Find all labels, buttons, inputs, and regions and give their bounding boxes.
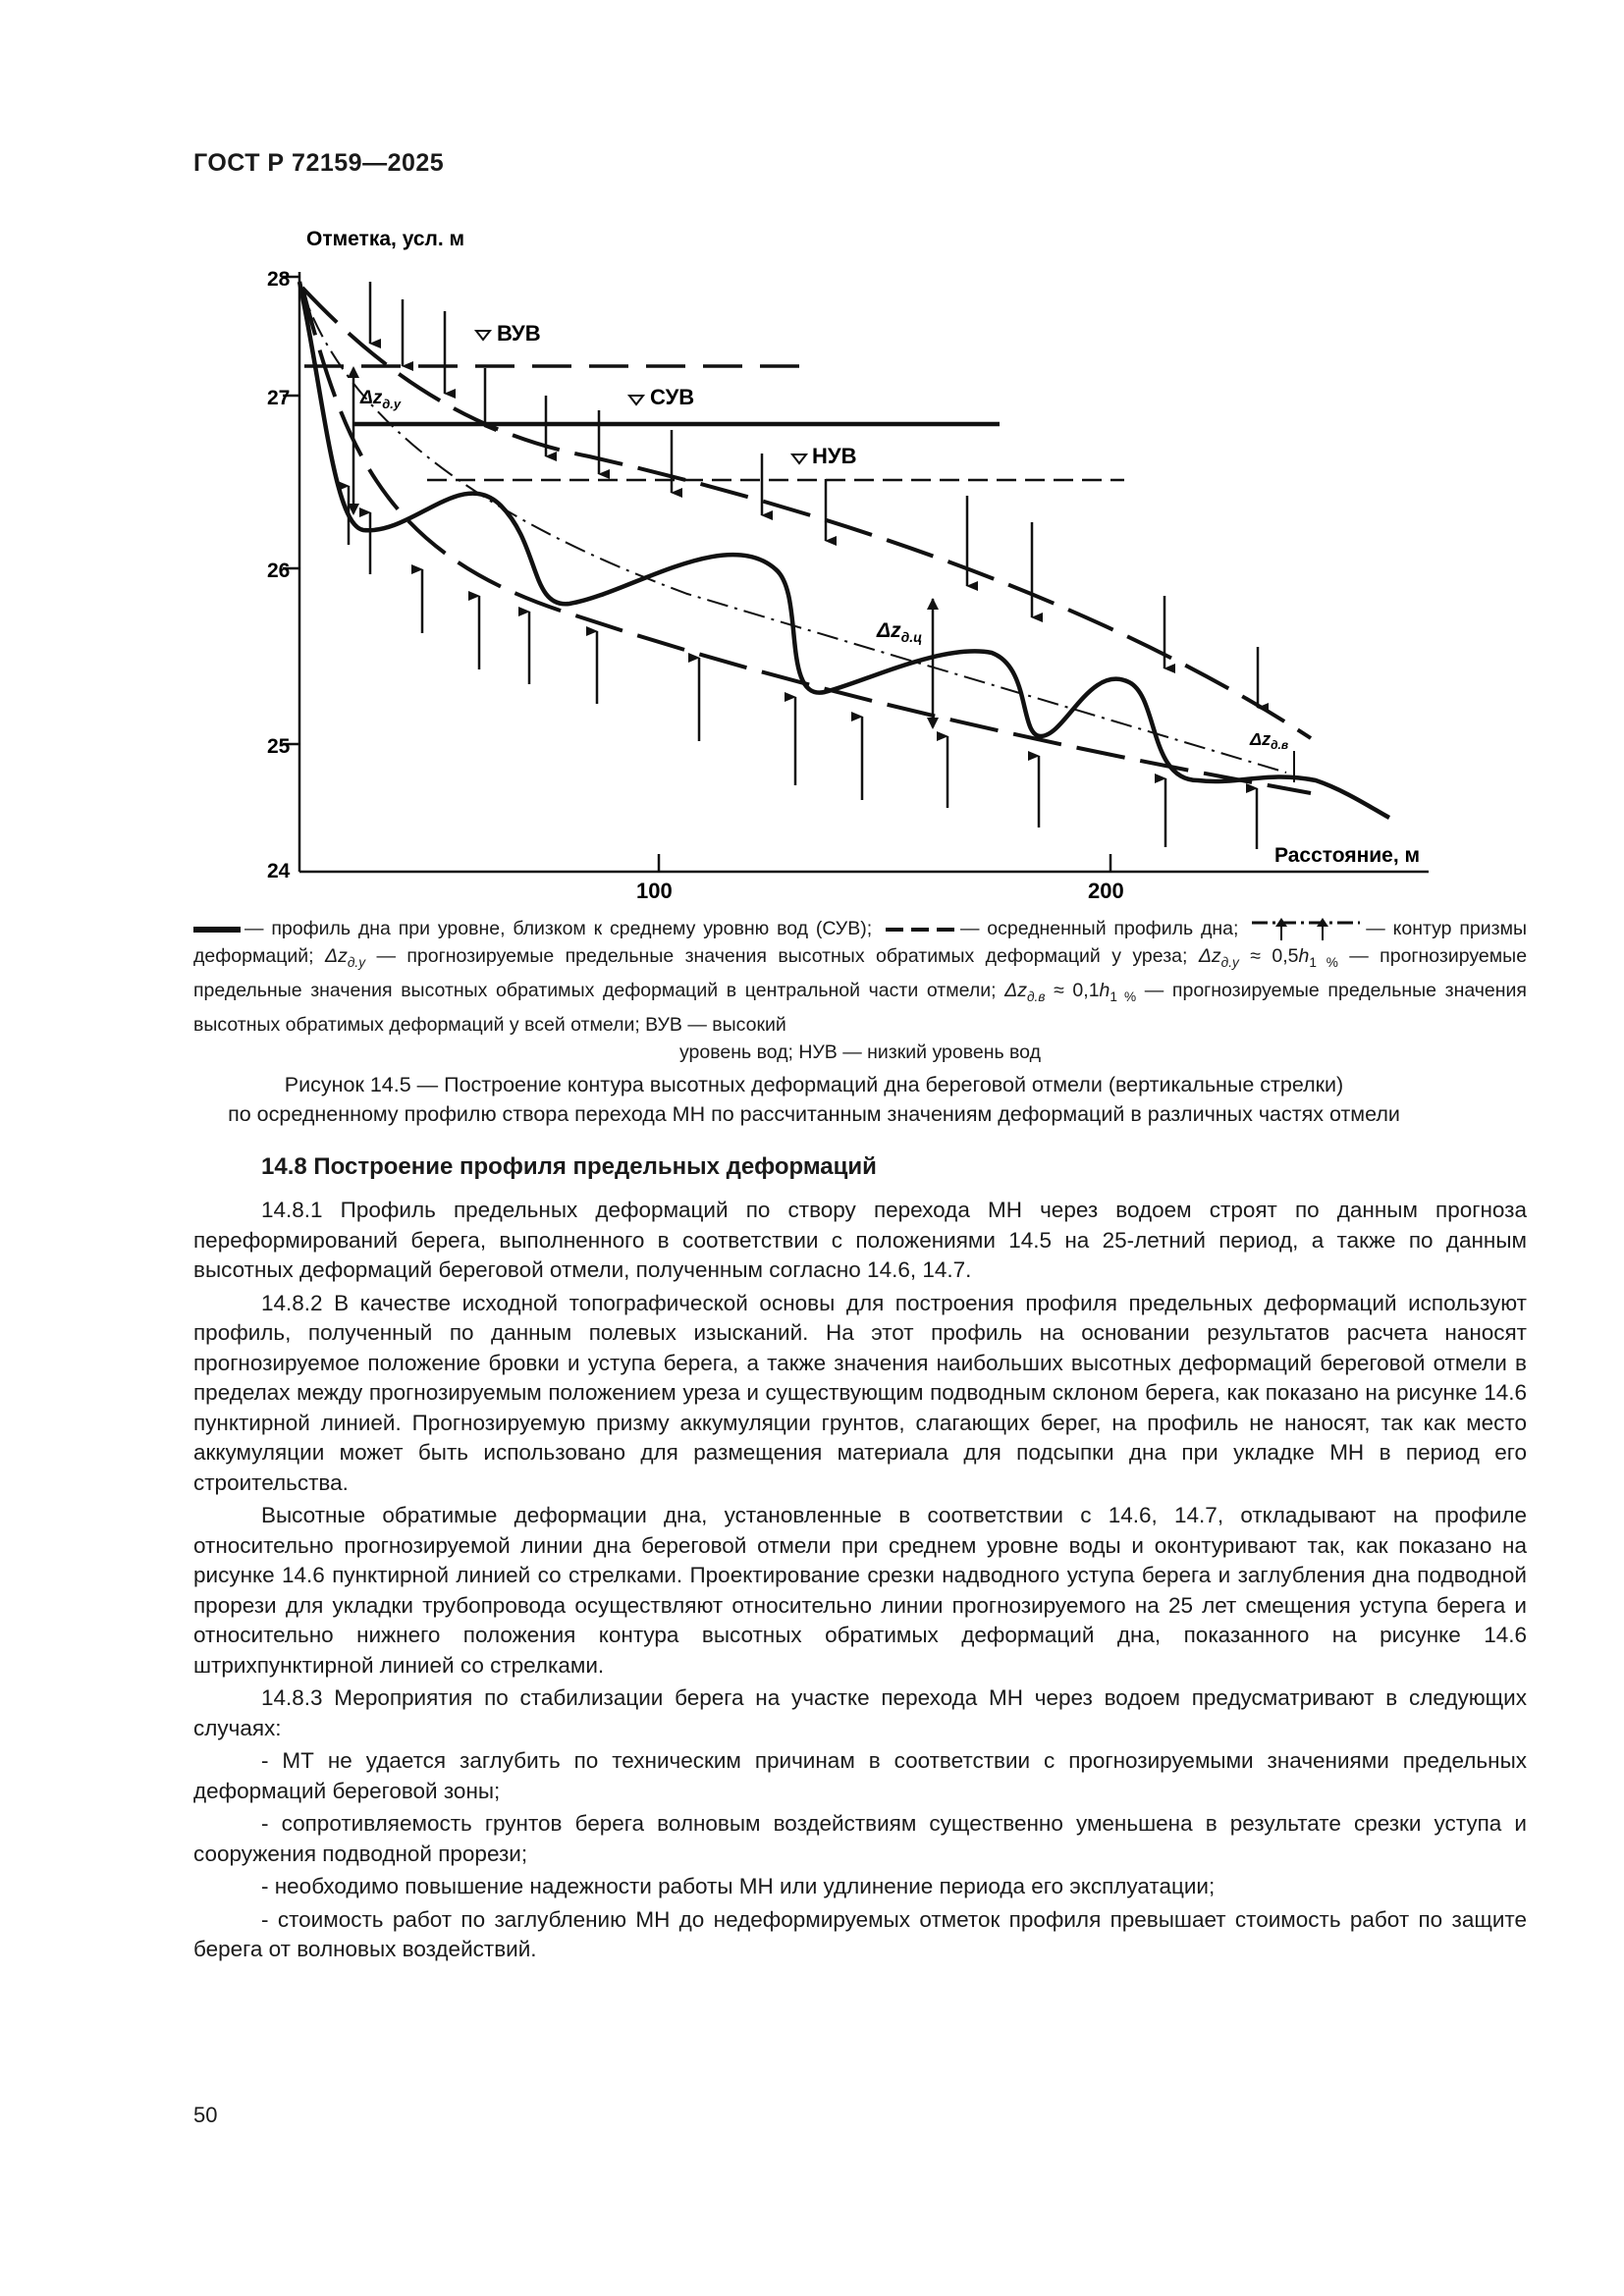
y-tick-label-28: 28 [267, 268, 291, 291]
paragraph: 14.8.3 Мероприятия по стабилизации берега на участке перехода МН через водоем предусматривают в следующих случаях: [193, 1685, 1527, 1740]
delta-center-label: $\Delta z_{д.ц}$ [877, 619, 923, 645]
level-label-high: ВУВ [497, 321, 541, 346]
y-tick-label-25: 25 [267, 735, 291, 758]
y-tick-label-27: 27 [267, 387, 291, 409]
upper-deformation-contour [302, 288, 1311, 738]
level-marker-high [476, 331, 490, 340]
delta-all [1249, 729, 1294, 782]
page-number: 50 [193, 2103, 218, 2127]
paragraph: 14.8.2 В качестве исходной топографической основы для построения профиля предельных деформаций используют профиль, полученный по данным полевых изысканий. На этот профиль на основании результатов расчета наносят прогнозируемое положение бровки и уступа берега, а также значения наибольших высотных деформаций береговой отмели в пределах между прогнозируемым положением уреза и существующим подводным склоном берега, как показано на рисунке 14.6 пунктирной линией. Прогнозируемую призму аккумуляции грунтов, слагающих берег, на профиль не наносят, так как место аккумуляции может быть использовано для размещения материала для подсыпки дна при укладке МН в период его строительства. [193, 1290, 1527, 1495]
document-header: ГОСТ Р 72159—2025 [193, 149, 445, 177]
level-marker-low [792, 454, 806, 463]
list-item: - стоимость работ по заглублению МН до недеформируемых отметок профиля превышает стоимость работ по защите берега от волновых воздействий. [193, 1906, 1527, 1961]
x-tick-label-200: 200 [1088, 879, 1124, 903]
caption-line-2: по осредненному профилю створа перехода МН по рассчитанным значениям деформаций в различных частях отмели [228, 1102, 1400, 1126]
lower-deformation-contour [302, 288, 1311, 793]
list-item: - сопротивляемость грунтов берега волновым воздействиям существенно уменьшена в результате срезки уступа и сооружения подводной прорези; [193, 1811, 1527, 1866]
figure-caption [147, 1070, 1481, 1129]
down-arrows [370, 282, 1258, 708]
level-label-low: НУВ [812, 444, 857, 468]
legend-solid-symbol [193, 927, 241, 933]
x-axis-label: Расстояние, м [1274, 844, 1421, 867]
caption-line-1: Рисунок 14.5 — Построение контура высотных деформаций дна береговой отмели (вертикальные стрелки) [284, 1073, 1344, 1096]
legend-dashed-text: — осредненный профиль дна; [959, 918, 1239, 939]
figure-legend [193, 915, 1527, 1066]
paragraph: Высотные обратимые деформации дна, установленные в соответствии с 14.6, 14.7, откладывают на профиле относительно прогнозируемой линии дна береговой отмели при среднем уровне воды и оконтуривают так, как показано на рисунке 14.6 пунктирной линией со стрелками. Проектирование срезки надводного уступа берега и заглубления дна подводной прорези для укладки трубопровода осуществляют относительно линии прогнозируемого на 25 лет смещения уступа берега и относительно нижнего положения контура высотных обратимых деформаций дна, показанного на рисунке 14.6 штрихпунктирной линией со стрелками. [193, 1503, 1527, 1678]
legend-contour-text: — контур призмы деформаций; [193, 918, 1528, 967]
legend-dzu-symbol: $\Delta z_{д.у}$ [325, 945, 366, 970]
level-label-mid: СУВ [650, 385, 695, 409]
figure-14-5 [177, 221, 1453, 908]
legend-dzu-text: — прогнозируемые предельные значения высотных обратимых деформаций у уреза; [376, 945, 1188, 967]
list-item: - необходимо повышение надежности работы МН или удлинение периода его эксплуатации; [261, 1874, 1216, 1898]
averaged-profile [299, 282, 1289, 773]
legend-last-line: уровень вод; НУВ — низкий уровень вод [679, 1041, 1041, 1063]
legend-dashed-symbol [886, 928, 954, 932]
up-arrows [349, 486, 1257, 849]
bottom-profile-suv [299, 282, 1389, 818]
legend-contour-symbol [1252, 917, 1360, 942]
legend-dzc: $\Delta z_{д.у} \approx 0,5h_{1 \%}$ [1198, 945, 1338, 970]
legend-dzv-text: — прогнозируемые предельные значения высотных обратимых деформаций у всей отмели; ВУВ — высокий [193, 979, 1527, 1036]
paragraph: 14.8.1 Профиль предельных деформаций по створу перехода МН через водоем строят по данным прогноза переформирований берега, выполненного в соответствии с положениями 14.5 на 25-летний период, а также по данным высотных деформаций береговой отмели, полученным согласно 14.6, 14.7. [193, 1198, 1527, 1282]
level-marker-mid [629, 396, 643, 404]
section-title: 14.8 Построение профиля предельных деформаций [261, 1153, 877, 1180]
y-axis-label: Отметка, усл. м [306, 228, 465, 250]
list-item: - МТ не удается заглубить по техническим причинам в соответствии с прогнозируемыми значениями предельных деформаций береговой зоны; [193, 1748, 1527, 1803]
deformation-diagram [177, 221, 1453, 908]
y-tick-label-26: 26 [267, 560, 291, 582]
delta-all-label: $\Delta z_{д.в}$ [1250, 729, 1289, 752]
legend-dzv: $\Delta z_{д.в} \approx 0,1h_{1 \%}$ [1004, 979, 1137, 1004]
y-tick-label-24: 24 [267, 860, 291, 882]
legend-dzc-text: — прогнозируемые предельные значения высотных обратимых деформаций в центральной части отмели; [193, 945, 1528, 1001]
delta-shore-label: $\Delta z_{д.у}$ [360, 388, 402, 411]
legend-solid-text: — профиль дна при уровне, близком к среднему уровню вод (СУВ); [244, 918, 873, 939]
body-text [193, 1196, 1527, 1968]
x-tick-label-100: 100 [636, 879, 673, 903]
